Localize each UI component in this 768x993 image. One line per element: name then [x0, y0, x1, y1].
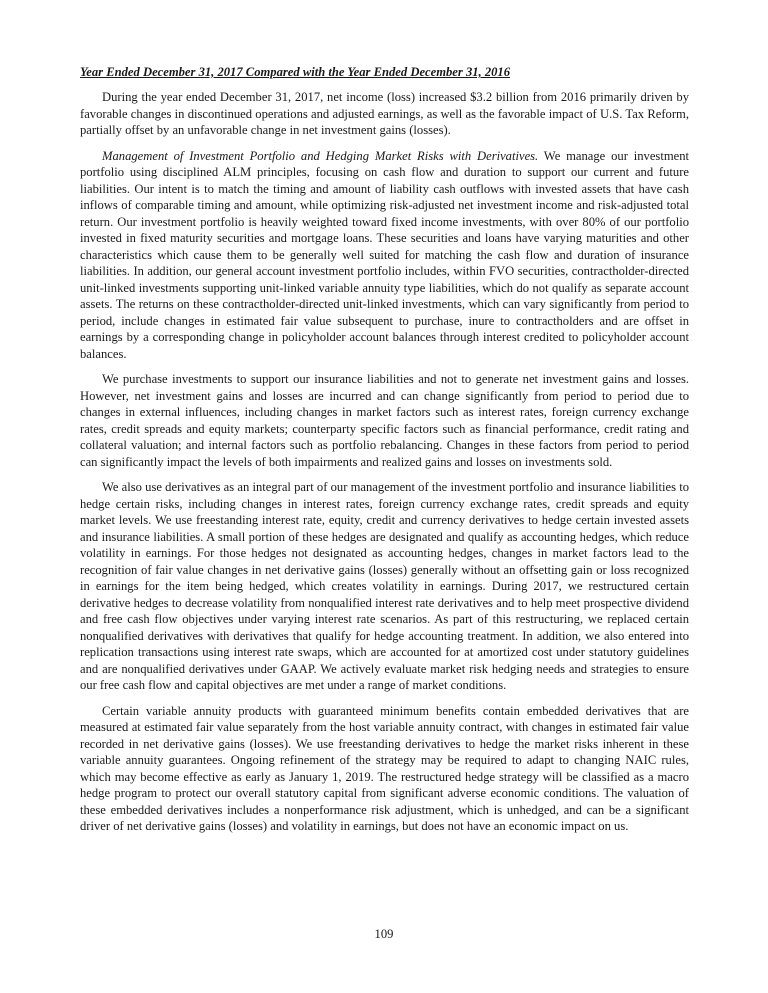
paragraph-variable-annuity — [80, 703, 689, 835]
paragraph-text: We purchase investments to support our insurance liabilities and not to generate net investment gains and losses. However, net investment gains and losses are incurred and can change significantly from period to period due to changes in external influences, including changes in market factors such as interest rates, foreign currency exchange rates, credit spreads and equity markets; counterparty specific factors such as financial performance, credit rating and collateral valuation; and internal factors such as portfolio rebalancing. Changes in these factors from period to period can significantly impact the levels of both impairments and realized gains and losses on investments sold. — [80, 372, 689, 469]
paragraph-investment-purchase — [80, 371, 689, 470]
paragraph-derivatives — [80, 479, 689, 694]
paragraph-text: We manage our investment portfolio using disciplined ALM principles, focusing on cash flow and duration to support our current and future liabilities. Our intent is to match the timing and amount of liability cash outflows with invested assets that have cash inflows of comparable timing and amount, while optimizing risk-adjusted net investment income and risk-adjusted total return. Our investment portfolio is heavily weighted toward fixed income investments, with over 80% of our portfolio invested in fixed maturity securities and mortgage loans. These securities and loans have varying maturities and other characteristics which cause them to be generally well suited for matching the cash flow and duration of insurance liabilities. In addition, our general account investment portfolio includes, within FVO securities, contractholder-directed unit-linked investments supporting unit-linked variable annuity type liabilities, which do not qualify as separate account assets. The returns on these contractholder-directed unit-linked investments, which can vary significantly from period to period, include changes in estimated fair value subsequent to purchase, inure to contractholders and are offset in earnings by a corresponding change in policyholder account balances through interest credited to policyholder account balances. — [80, 148, 689, 361]
document-body — [80, 64, 689, 844]
paragraph-investment-portfolio — [80, 148, 689, 363]
paragraph-net-income — [80, 89, 689, 139]
paragraph-text: We also use derivatives as an integral part of our management of the investment portfolio and insurance liabilities to hedge certain risks, including changes in interest rates, foreign currency exchange rates, credit spreads and equity market levels. We use freestanding interest rate, equity, credit and currency derivatives to hedge certain invested assets and insurance liabilities. A small portion of these hedges are designated and qualify as accounting hedges, which reduce volatility in earnings. For those hedges not designated as accounting hedges, changes in market factors lead to the recognition of fair value changes in net derivative gains (losses) generally without an offsetting gain or loss recognized in earnings for the item being hedged, which creates volatility in earnings. During 2017, we restructured certain derivative hedges to decrease volatility from nonqualified interest rate derivatives and to help meet prospective dividend and free cash flow objectives under varying interest rate scenarios. As part of this restructuring, we replaced certain nonqualified derivatives with derivatives that qualify for hedge accounting treatment. In addition, we also entered into replication transactions using interest rate swaps, which are accounted for at amortized cost under statutory guidelines and are nonqualified derivatives under GAAP. We actively evaluate market risk hedging needs and strategies to ensure our free cash flow and capital objectives are met under a range of market conditions. — [80, 480, 689, 692]
section-heading: Year Ended December 31, 2017 Compared with the Year Ended December 31, 2016 — [80, 65, 511, 79]
paragraph-text: Certain variable annuity products with guaranteed minimum benefits contain embedded derivatives that are measured at estimated fair value separately from the host variable annuity contract, with changes in estimated fair value recorded in net derivative gains (losses). We use freestanding derivatives to hedge the market risks inherent in these variable annuity guarantees. Ongoing refinement of the strategy may be required to adapt to changing NAIC rules, which may become effective as early as January 1, 2019. The restructured hedge strategy will be classified as a macro hedge program to protect our overall statutory capital from significant adverse economic conditions. The valuation of these embedded derivatives includes a nonperformance risk adjustment, which is unhedged, and can be a significant driver of net derivative gains (losses) and volatility in earnings, but does not have an economic impact on us. — [80, 703, 689, 833]
paragraph-lead-title: Management of Investment Portfolio and Hedging Market Risks with Derivatives. — [102, 148, 539, 163]
paragraph-text: During the year ended December 31, 2017, net income (loss) increased $3.2 billion from 2016 primarily driven by favorable changes in discontinued operations and adjusted earnings, as well as the favorable impact of U.S. Tax Reform, partially offset by an unfavorable change in net investment gains (losses). — [80, 90, 689, 137]
page-number: 109 — [374, 927, 394, 941]
